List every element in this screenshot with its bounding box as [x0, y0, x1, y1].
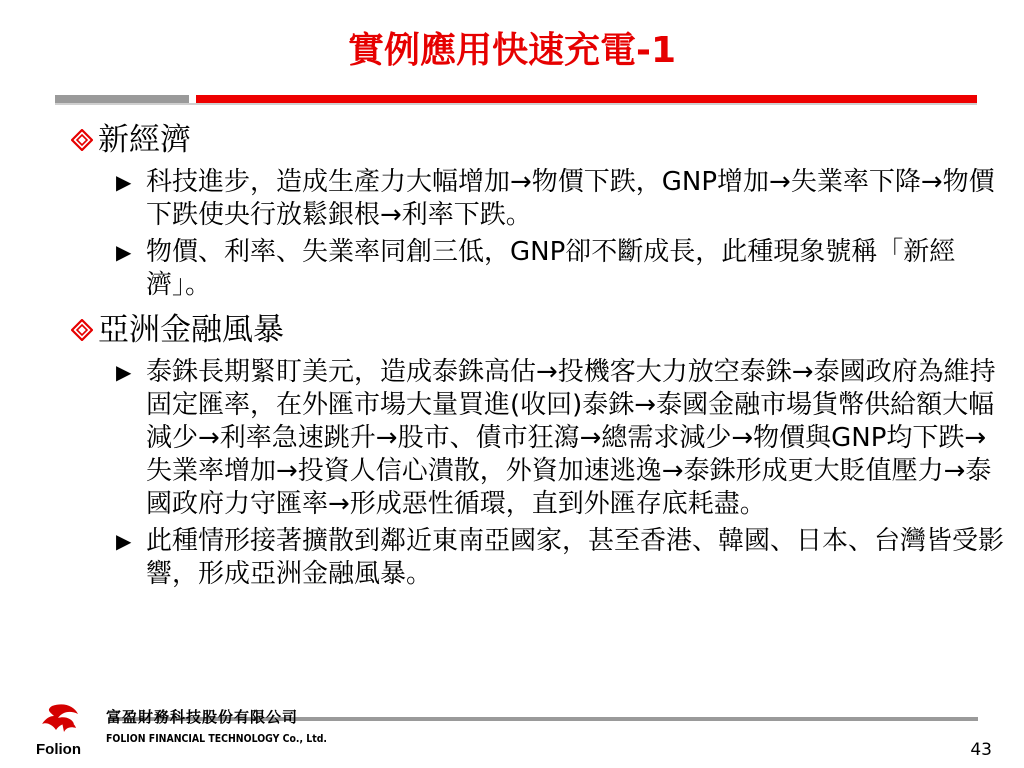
- page-number: 43: [970, 740, 992, 760]
- list-item-text: 泰銖長期緊盯美元，造成泰銖高估→投機客大力放空泰銖→泰國政府為維持固定匯率，在外匯市場大量買進(收回)泰銖→泰國金融市場貨幣供給額大幅減少→利率急速跳升→股市、債市狂瀉→總需求減少→物價與GNP均下跌→失業率增加→投資人信心潰散，外資加速逃逸→泰銖形成更大貶值壓力→泰國政府力守匯率→形成惡性循環，直到外匯存底耗盡。: [146, 357, 996, 519]
- list-item-text: 科技進步，造成生產力大幅增加→物價下跌，GNP增加→失業率下降→物價下跌使央行放鬆銀根→利率下跌。: [146, 167, 995, 230]
- list-item: [116, 356, 1010, 521]
- company-name: [106, 708, 366, 746]
- list-item: [116, 525, 1010, 591]
- section-heading-asian-crisis: [70, 308, 1010, 352]
- arrow-bullet-icon: ▶: [116, 240, 132, 264]
- section-heading-new-economy: [70, 118, 1010, 162]
- title-rule: [55, 95, 977, 103]
- arrow-bullet-icon: ▶: [116, 170, 132, 194]
- diamond-bullet-icon: [70, 318, 94, 342]
- title-rule-gray: [55, 95, 189, 103]
- company-logo: [34, 700, 104, 760]
- arrow-bullet-icon: ▶: [116, 529, 132, 553]
- section-heading-text: 亞洲金融風暴: [98, 312, 284, 348]
- title-rule-shadow: [55, 103, 977, 105]
- diamond-bullet-icon: [70, 128, 94, 152]
- company-name-cn: 富盈財務科技股份有限公司: [106, 708, 299, 726]
- list-item-text: 物價、利率、失業率同創三低，GNP卻不斷成長，此種現象號稱「新經濟」。: [146, 237, 956, 300]
- slide-body: [70, 112, 1010, 591]
- svg-text:Folion: Folion: [36, 741, 81, 758]
- list-item: [116, 236, 1010, 302]
- list-item: [116, 166, 1010, 232]
- section-heading-text: 新經濟: [98, 122, 191, 158]
- company-name-en: FOLION FINANCIAL TECHNOLOGY Co., Ltd.: [106, 732, 327, 745]
- title-rule-red: [196, 95, 977, 103]
- slide-title: 實例應用快速充電-1: [348, 30, 676, 71]
- list-item-text: 此種情形接著擴散到鄰近東南亞國家，甚至香港、韓國、日本、台灣皆受影響，形成亞洲金融風暴。: [146, 526, 1005, 589]
- arrow-bullet-icon: ▶: [116, 360, 132, 384]
